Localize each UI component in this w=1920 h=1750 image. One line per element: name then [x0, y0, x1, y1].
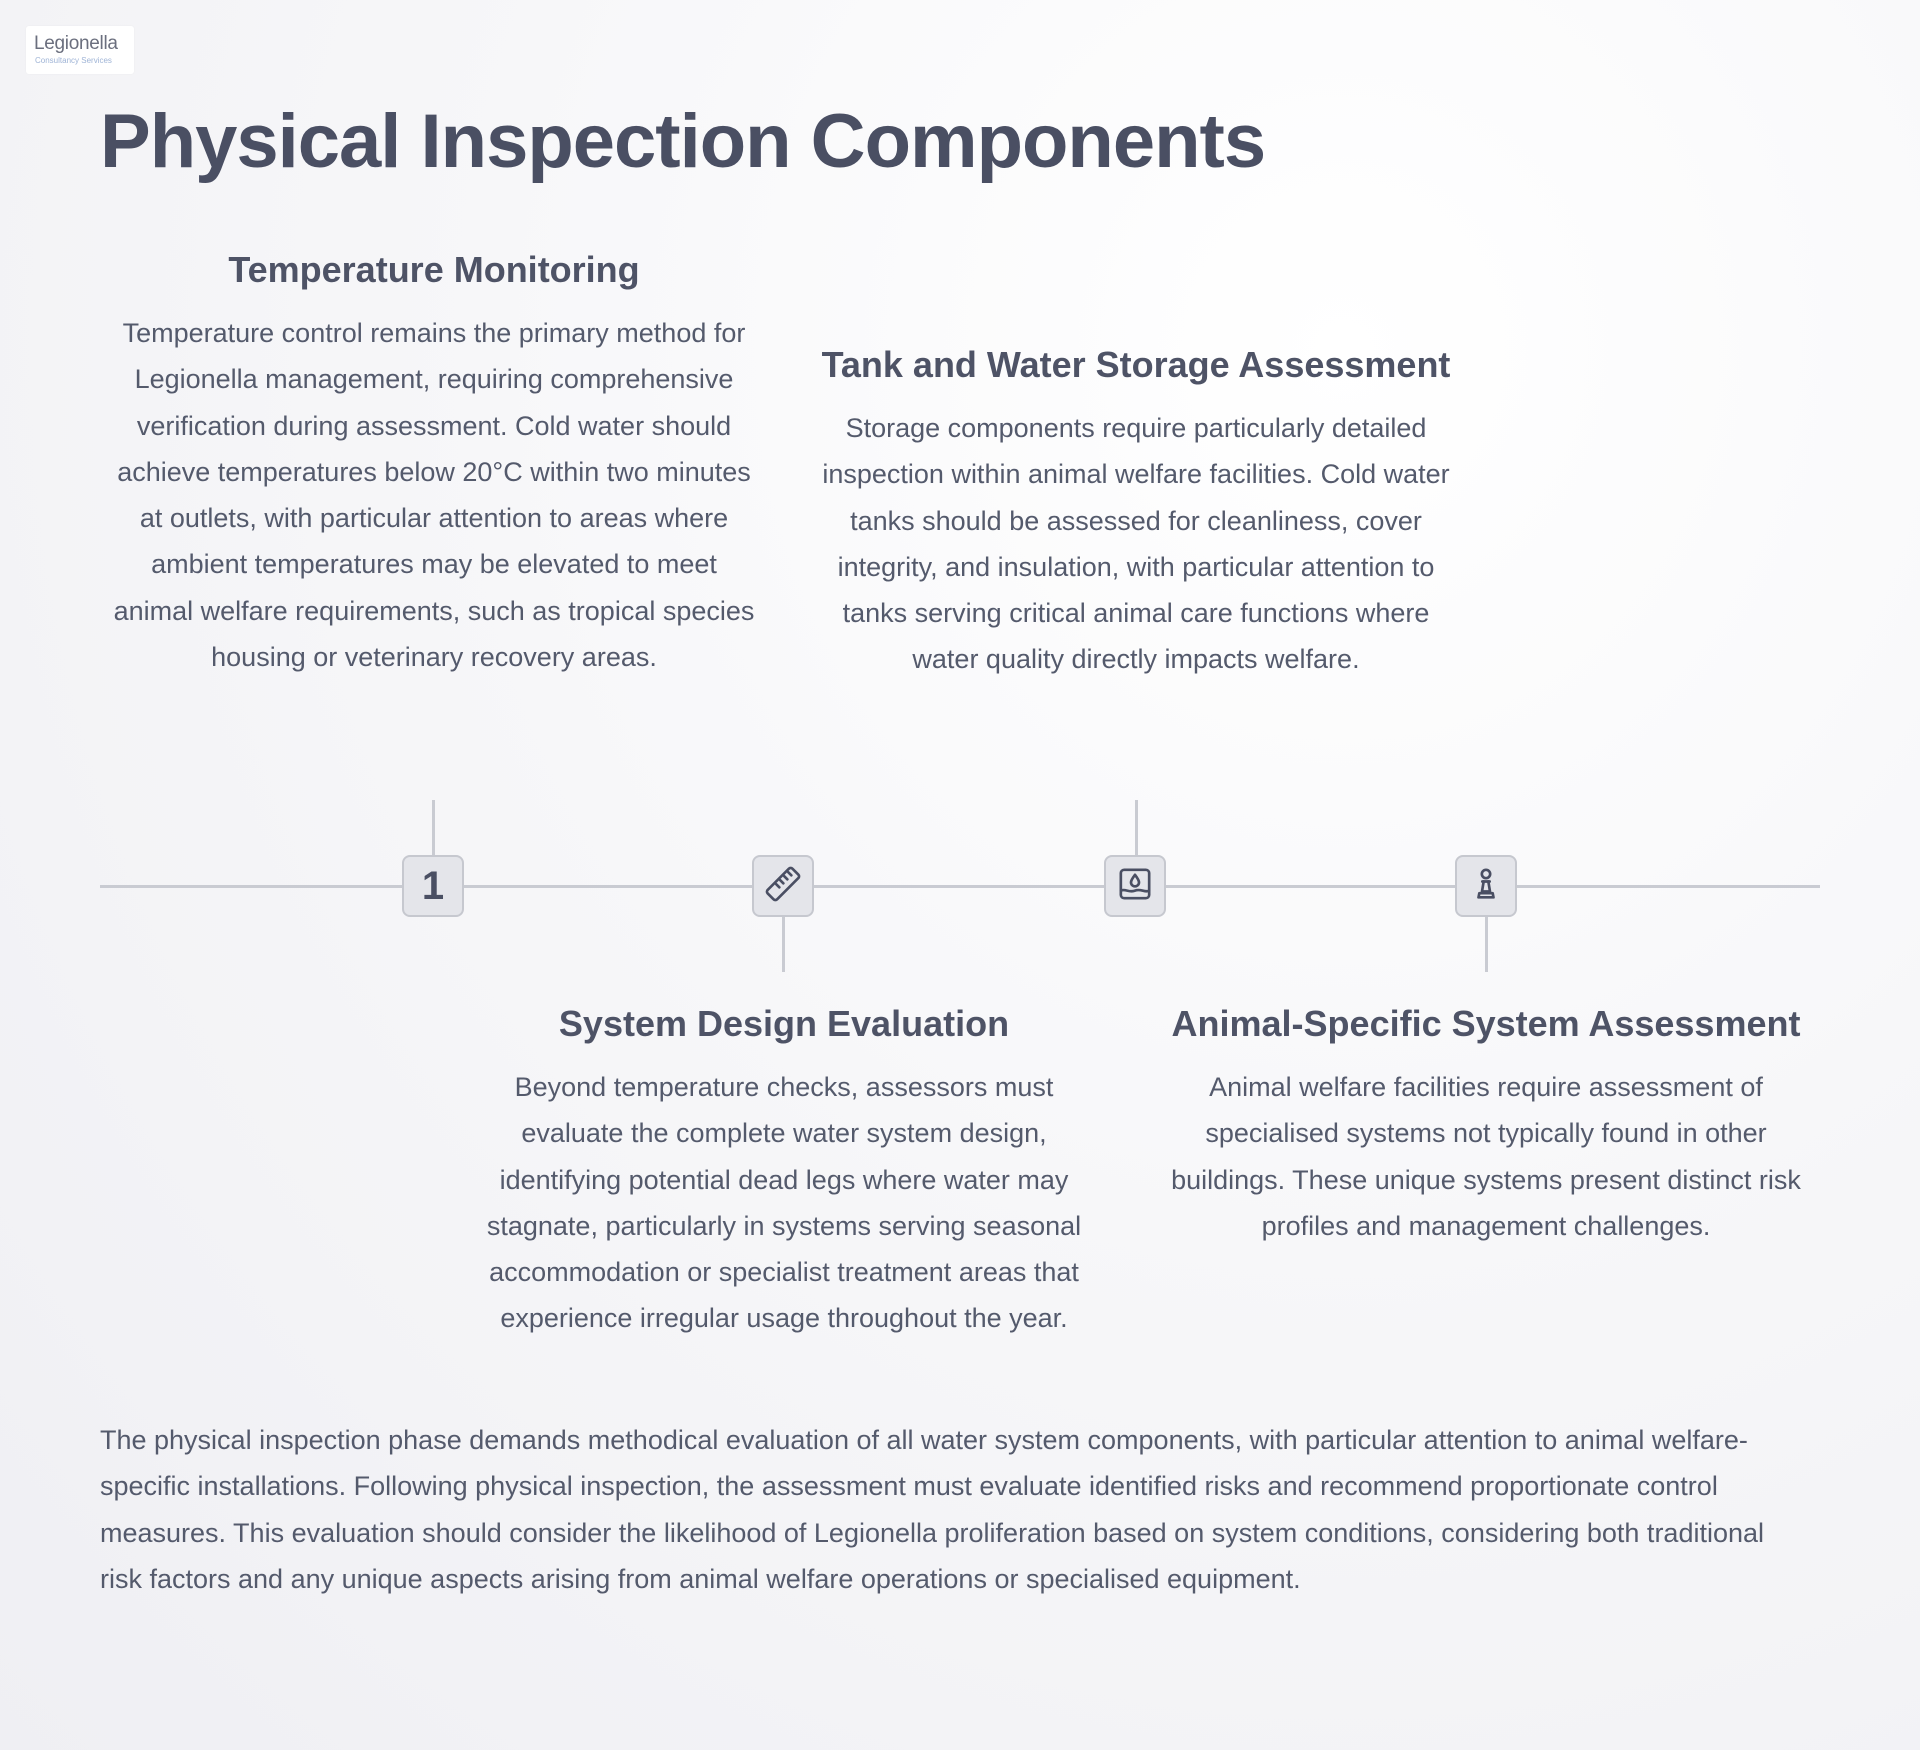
card-system-design-evaluation [464, 1002, 1104, 1342]
timeline-stem [782, 917, 785, 972]
company-logo[interactable] [26, 26, 134, 74]
card-title: Tank and Water Storage Assessment [821, 344, 1451, 385]
timeline-node-tank-storage [1104, 855, 1166, 917]
card-title: Animal-Specific System Assessment [1171, 1003, 1801, 1044]
timeline-stem [432, 800, 435, 855]
logo-tagline: Consultancy Services [35, 56, 112, 65]
card-body: Beyond temperature checks, assessors must evaluate the complete water system design, identifying potential dead legs where water may stagnate, particularly in systems serving seasonal accommodation or specialist treatment areas that experience irregular usage throughout the year. [486, 1072, 1082, 1334]
water-tank-icon [1115, 864, 1155, 909]
card-body: Temperature control remains the primary method for Legionella management, requiring comprehensive verification during assessment. Cold water should achieve temperatures below 20°C within two minutes at outlets, with particular attention to areas where ambient temperatures may be elevated to meet animal welfare requirements, such as tropical species housing or veterinary recovery areas. [113, 318, 755, 673]
card-title: System Design Evaluation [558, 1003, 1010, 1044]
ruler-icon [763, 864, 803, 909]
card-title: Temperature Monitoring [228, 249, 640, 290]
closing-paragraph: The physical inspection phase demands methodical evaluation of all water system components, with particular attention to animal welfare-specific installations. Following physical inspection, the assessment must evaluate identified risks and recommend proportionate control measures. This evaluation should consider the likelihood of Legionella proliferation based on system conditions, considering both traditional risk factors and any unique aspects arising from animal welfare operations or specialised equipment. [100, 1425, 1765, 1594]
card-temperature-monitoring [110, 248, 758, 680]
chess-pawn-icon [1466, 864, 1506, 909]
card-body: Animal welfare facilities require assessment of specialised systems not typically found in other buildings. These unique systems present distinct risk profiles and management challenges. [1171, 1072, 1801, 1241]
card-tank-water-storage [816, 343, 1456, 683]
timeline-node-animal-specific [1455, 855, 1517, 917]
timeline-stem [1485, 917, 1488, 972]
number-one-icon: 1 [421, 864, 445, 908]
timeline-line [100, 885, 1820, 888]
page-title: Physical Inspection Components [100, 99, 1266, 184]
timeline-node-system-design [752, 855, 814, 917]
card-body: Storage components require particularly detailed inspection within animal welfare facilities. Cold water tanks should be assessed for cleanliness, cover integrity, and insulation, with particular attention to tanks serving critical animal care functions where water quality directly impacts welfare. [822, 413, 1450, 675]
card-animal-specific-system [1166, 1002, 1806, 1249]
timeline-node-temperature [402, 855, 464, 917]
timeline-stem [1135, 800, 1138, 855]
logo-name: Legionella [34, 33, 118, 54]
